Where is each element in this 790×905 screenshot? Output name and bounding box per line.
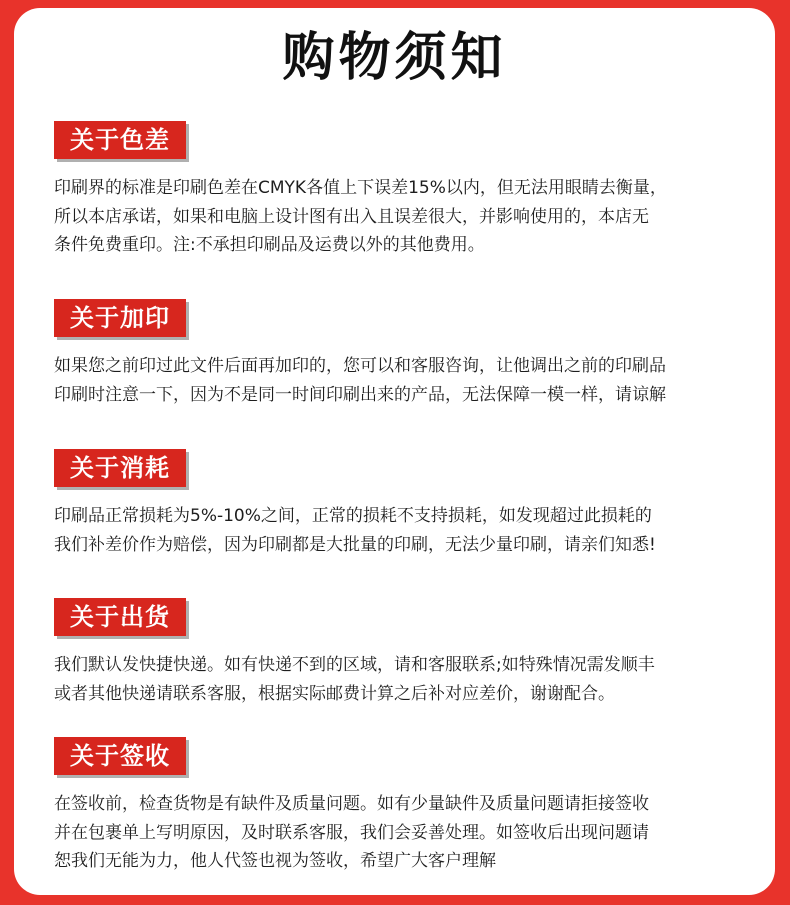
section-heading: 关于出货 — [54, 598, 186, 636]
body-line: 在签收前，检查货物是有缺件及质量问题。如有少量缺件及质量问题请拒接签收 — [54, 794, 649, 814]
section-heading: 关于色差 — [54, 121, 186, 159]
body-line: 或者其他快递请联系客服，根据实际邮费计算之后补对应差价，谢谢配合。 — [54, 683, 615, 704]
notice-card — [14, 8, 775, 895]
body-line: 我们默认发快捷快递。如有快递不到的区域，请和客服联系;如特殊情况需发顺丰 — [54, 655, 655, 675]
page-title: 购物须知 — [282, 28, 507, 88]
body-line: 印刷时注意一下，因为不是同一时间印刷出来的产品，无法保障一模一样，请谅解 — [54, 384, 666, 405]
section-heading: 关于加印 — [54, 299, 186, 337]
section-heading: 关于消耗 — [54, 449, 186, 487]
section-body — [54, 651, 754, 708]
section-receipt — [54, 737, 754, 876]
section-shipping — [54, 598, 754, 708]
body-line: 恕我们无能为力，他人代签也视为签收，希望广大客户理解 — [54, 851, 496, 871]
body-line: 我们补差价作为赔偿，因为印刷都是大批量的印刷，无法少量印刷，请亲们知悉! — [54, 534, 656, 555]
section-reprint — [54, 299, 754, 409]
body-line: 所以本店承诺，如果和电脑上设计图有出入且误差很大，并影响使用的，本店无 — [54, 206, 649, 227]
body-line: 条件免费重印。注:不承担印刷品及运费以外的其他费用。 — [54, 235, 485, 255]
section-body — [54, 502, 754, 559]
body-line: 印刷界的标准是印刷色差在CMYK各值上下误差15%以内，但无法用眼睛去衡量， — [54, 178, 667, 198]
body-line: 印刷品正常损耗为5%-10%之间，正常的损耗不支持损耗，如发现超过此损耗的 — [54, 506, 652, 526]
body-line: 如果您之前印过此文件后面再加印的，您可以和客服咨询，让他调出之前的印刷品 — [54, 356, 666, 376]
section-body — [54, 352, 754, 409]
section-wastage — [54, 449, 754, 559]
section-color-difference — [54, 121, 754, 260]
section-body — [54, 790, 754, 876]
body-line: 并在包裹单上写明原因，及时联系客服，我们会妥善处理。如签收后出现问题请 — [54, 822, 649, 843]
section-heading: 关于签收 — [54, 737, 186, 775]
section-body — [54, 174, 754, 260]
